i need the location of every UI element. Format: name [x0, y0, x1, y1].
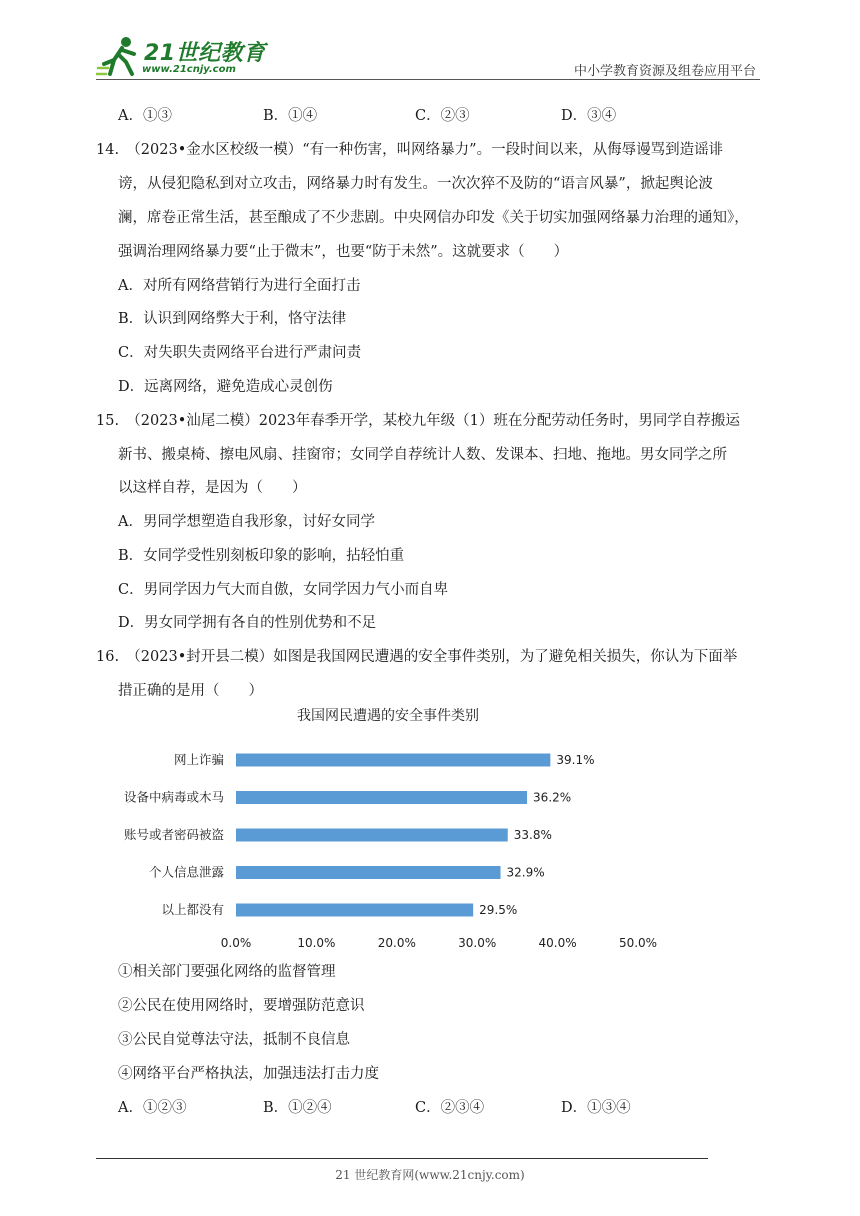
platform-name: 中小学教育资源及组卷应用平台 — [573, 64, 756, 79]
bar — [236, 866, 501, 879]
x-tick-label: 50.0% — [618, 936, 658, 950]
q16-stem-line: 措正确的是用（ ） — [118, 683, 263, 699]
x-tick-label: 30.0% — [458, 936, 497, 950]
q15-option-c[interactable]: C．男同学因力气大而自傲，女同学因力气小而自卑 — [118, 582, 449, 598]
q14-option-a[interactable]: A．对所有网络营销行为进行全面打击 — [118, 278, 361, 294]
q16-option-d[interactable]: D．①③④ — [561, 1100, 631, 1116]
bar-value-label: 39.1% — [556, 753, 595, 767]
q15-option-a[interactable]: A．男同学想塑造自我形象，讨好女同学 — [118, 514, 375, 530]
category-label: 设备中病毒或木马 — [123, 789, 224, 805]
bar-chart-svg — [118, 700, 658, 956]
q15-stem-line: 以这样自荐，是因为（ ） — [118, 480, 307, 496]
bar-value-label: 33.8% — [513, 828, 552, 842]
q16-statement: ②公民在使用网络时，要增强防范意识 — [118, 998, 365, 1014]
category-label: 以上都没有 — [161, 902, 224, 917]
q14-option-c[interactable]: C．对失职失责网络平台进行严肃问责 — [118, 345, 362, 361]
q13-option-d[interactable]: D．③④ — [561, 108, 617, 124]
q15-stem-line: 15. （2023•汕尾二模）2023年春季开学，某校九年级（1）班在分配劳动任务时，男同学自荐搬运 — [96, 413, 740, 429]
q14-option-d[interactable]: D．远离网络，避免造成心灵创伤 — [118, 379, 333, 395]
chart-title: 我国网民遭遇的安全事件类别 — [297, 708, 479, 724]
page-header — [0, 0, 860, 90]
security-events-chart — [118, 700, 658, 956]
bar — [236, 904, 473, 917]
logo-text: 21世纪教育 — [144, 41, 266, 66]
q14-option-b[interactable]: B．认识到网络弊大于利，恪守法律 — [118, 311, 347, 327]
bar — [236, 754, 550, 767]
q16-option-a[interactable]: A．①②③ — [118, 1100, 187, 1116]
q15-option-b[interactable]: B．女同学受性别刻板印象的影响，拈轻怕重 — [118, 548, 405, 564]
q14-stem-line: 强调治理网络暴力要“止于微末”，也要“防于未然”。这就要求（ ） — [118, 244, 569, 260]
footer-divider — [96, 1158, 708, 1159]
q16-stem-line: 16. （2023•封开县二模）如图是我国网民遭遇的安全事件类别，为了避免相关损失，你认为下面举 — [96, 649, 738, 665]
bar-value-label: 32.9% — [506, 865, 545, 880]
q14-stem-line: 14. （2023•金水区校级一模）“有一种伤害，叫网络暴力”。一段时间以来，从侮辱谩骂到造谣诽 — [96, 142, 724, 158]
q16-statement: ③公民自觉尊法守法，抵制不良信息 — [118, 1032, 350, 1048]
x-tick-label: 40.0% — [538, 936, 577, 950]
x-tick-label: 10.0% — [297, 936, 336, 950]
q14-stem-line: 谤，从侵犯隐私到对立攻击，网络暴力时有发生。一次次猝不及防的“语言风暴”，掀起舆论波 — [118, 176, 713, 192]
bar-value-label: 29.5% — [479, 903, 518, 917]
q13-option-c[interactable]: C．②③ — [415, 108, 470, 124]
q13-option-b[interactable]: B．①④ — [263, 108, 318, 124]
footer-text: 21 世纪教育网(www.21cnjy.com) — [335, 1168, 525, 1182]
category-label: 网上诈骗 — [173, 752, 224, 767]
site-logo — [96, 34, 266, 80]
category-label: 账号或者密码被盗 — [123, 827, 224, 842]
x-tick-label: 20.0% — [377, 936, 416, 950]
bar-value-label: 36.2% — [533, 790, 572, 805]
bar — [236, 829, 508, 842]
q16-statement: ①相关部门要强化网络的监督管理 — [118, 964, 336, 980]
runner-logo-icon — [96, 34, 142, 80]
bar — [236, 791, 527, 804]
q16-option-c[interactable]: C．②③④ — [415, 1100, 485, 1116]
q16-option-b[interactable]: B．①②④ — [263, 1100, 332, 1116]
q16-statement: ④网络平台严格执法，加强违法打击力度 — [118, 1066, 379, 1082]
q13-option-a[interactable]: A．①③ — [118, 108, 172, 124]
q14-stem-line: 澜，席卷正常生活，甚至酿成了不少悲剧。中央网信办印发《关于切实加强网络暴力治理的通知》， — [118, 210, 749, 226]
logo-url: www.21cnjy.com — [142, 64, 236, 75]
q15-option-d[interactable]: D．男女同学拥有各自的性别优势和不足 — [118, 615, 377, 631]
x-tick-label: 0.0% — [220, 936, 252, 950]
category-label: 个人信息泄露 — [148, 864, 224, 880]
header-divider — [96, 79, 760, 80]
q15-stem-line: 新书、搬桌椅、擦电风扇、挂窗帘；女同学自荐统计人数、发课本、扫地、拖地。男女同学之所 — [118, 447, 727, 463]
